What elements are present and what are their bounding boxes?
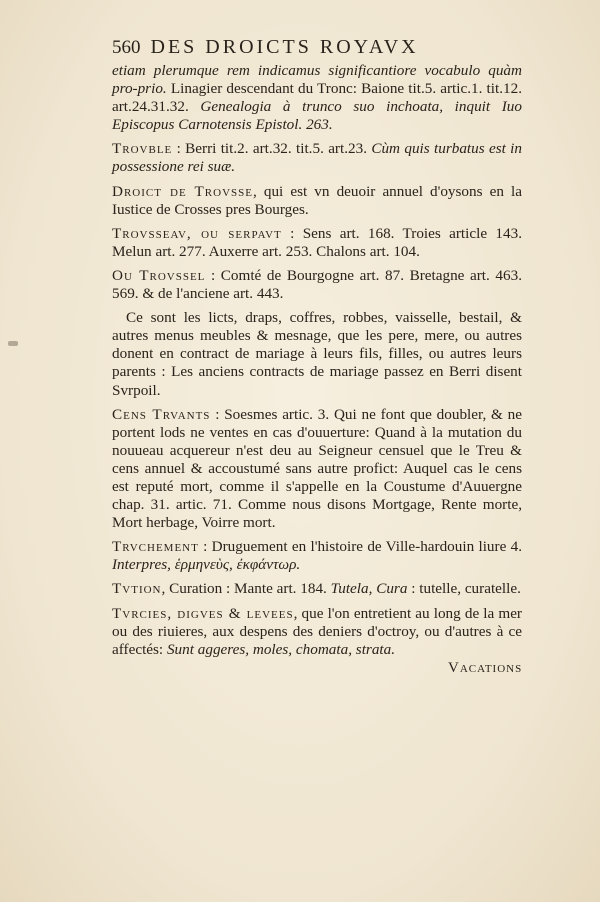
body-text	[112, 62, 522, 665]
entry-paragraph	[112, 62, 522, 134]
entry-headword: Droict de Trovsse	[112, 182, 253, 200]
entry-headword: Ou Trovssel	[112, 266, 206, 284]
entry-text: , Curation : Mante art. 184.	[161, 580, 331, 598]
latin-gloss: Sunt aggeres, moles, chomata, strata.	[166, 640, 396, 658]
latin-gloss: Tutela, Cura	[330, 580, 408, 598]
entry-text: Linagier descendant du Tronc: Baione tit.5. artic.1. tit.12. art.24.31.32.	[112, 80, 522, 116]
page-number: 560	[112, 37, 141, 58]
catchword: Vacations	[448, 660, 523, 676]
entry-text: : Sens art. 168. Troies article 143. Melun art. 277. Auxerre art. 253. Chalons art. 104.	[112, 224, 522, 260]
margin-mark	[8, 341, 18, 346]
entry-headword: Trovble	[112, 140, 173, 158]
entry-paragraph	[112, 225, 522, 261]
entry-text: : tutelle, curatelle.	[407, 580, 521, 598]
entry-text: Ce sont les licts, draps, coffres, robbes, vaisselle, bestail, & autres menus meubles & mesnage, que les pere, mere, ou autres donent en contract de mariage à leurs fils, filles, ou autres leurs parents : Les anciens contracts de mariage passez en Berri disent Svrpoil.	[112, 309, 522, 399]
entry-text: : Berri tit.2. art.32. tit.5. art.23.	[172, 140, 372, 158]
latin-gloss: etiam plerumque rem indicamus significantiore vocabulo quàm pro-prio.	[112, 62, 522, 98]
entry-paragraph	[112, 406, 522, 533]
entry-headword: Tvrcies, digves & levees	[112, 604, 294, 622]
entry-text: , que l'on entretient au long de la mer ou des riuieres, aux despens des deniers d'octroy, ou d'autres à ce affectés:	[112, 604, 522, 658]
latin-gloss: Cùm quis turbatus est in possessione rei suæ.	[112, 140, 522, 176]
entry-paragraph	[112, 140, 522, 176]
entry-text: : Comté de Bourgogne art. 87. Bretagne art. 463. 569. & de l'anciene art. 443.	[112, 266, 522, 303]
entry-paragraph	[112, 183, 522, 219]
page-header	[112, 36, 512, 59]
entry-headword: Trvchement	[112, 538, 199, 556]
entry-paragraph	[112, 605, 522, 659]
entry-headword: Cens Trvants	[112, 405, 211, 423]
latin-gloss: Genealogia à trunco suo inchoata, inquit Iuo Episcopus Carnotensis Epistol. 263.	[112, 98, 522, 134]
entry-headword: Tvtion	[112, 580, 162, 598]
entry-paragraph	[112, 309, 522, 399]
entry-text: , qui est vn deuoir annuel d'oysons en la Iustice de Crosses pres Bourges.	[112, 182, 522, 218]
running-head: DES DROICTS ROYAVX	[150, 36, 419, 58]
entry-paragraph	[112, 538, 522, 574]
entry-text: : Soesmes artic. 3. Qui ne font que doubler, & ne portent lods ne ventes en cas d'ouuerture: Quand à la mutation du nouueau acquereur n'est deu au Seigneur censuel que le Treu & cens annuel & accoustumé sans autre profict: Auquel cas le cens est reputé mort, comme il s'appelle en la Coustume d'Auuergne chap. 31. artic. 71. Comme nous disons Mortgage, Rente morte, Mort herbage, Voirre mort.	[112, 405, 522, 532]
latin-gloss: Interpres, ἑρμηνεὺς, ἐκφάντωρ.	[112, 556, 301, 574]
entry-paragraph	[112, 267, 522, 303]
entry-headword: Trovsseav, ou serpavt	[112, 224, 282, 242]
entry-text: : Druguement en l'histoire de Ville-hardouin liure 4.	[198, 538, 522, 556]
entry-paragraph	[112, 580, 522, 598]
